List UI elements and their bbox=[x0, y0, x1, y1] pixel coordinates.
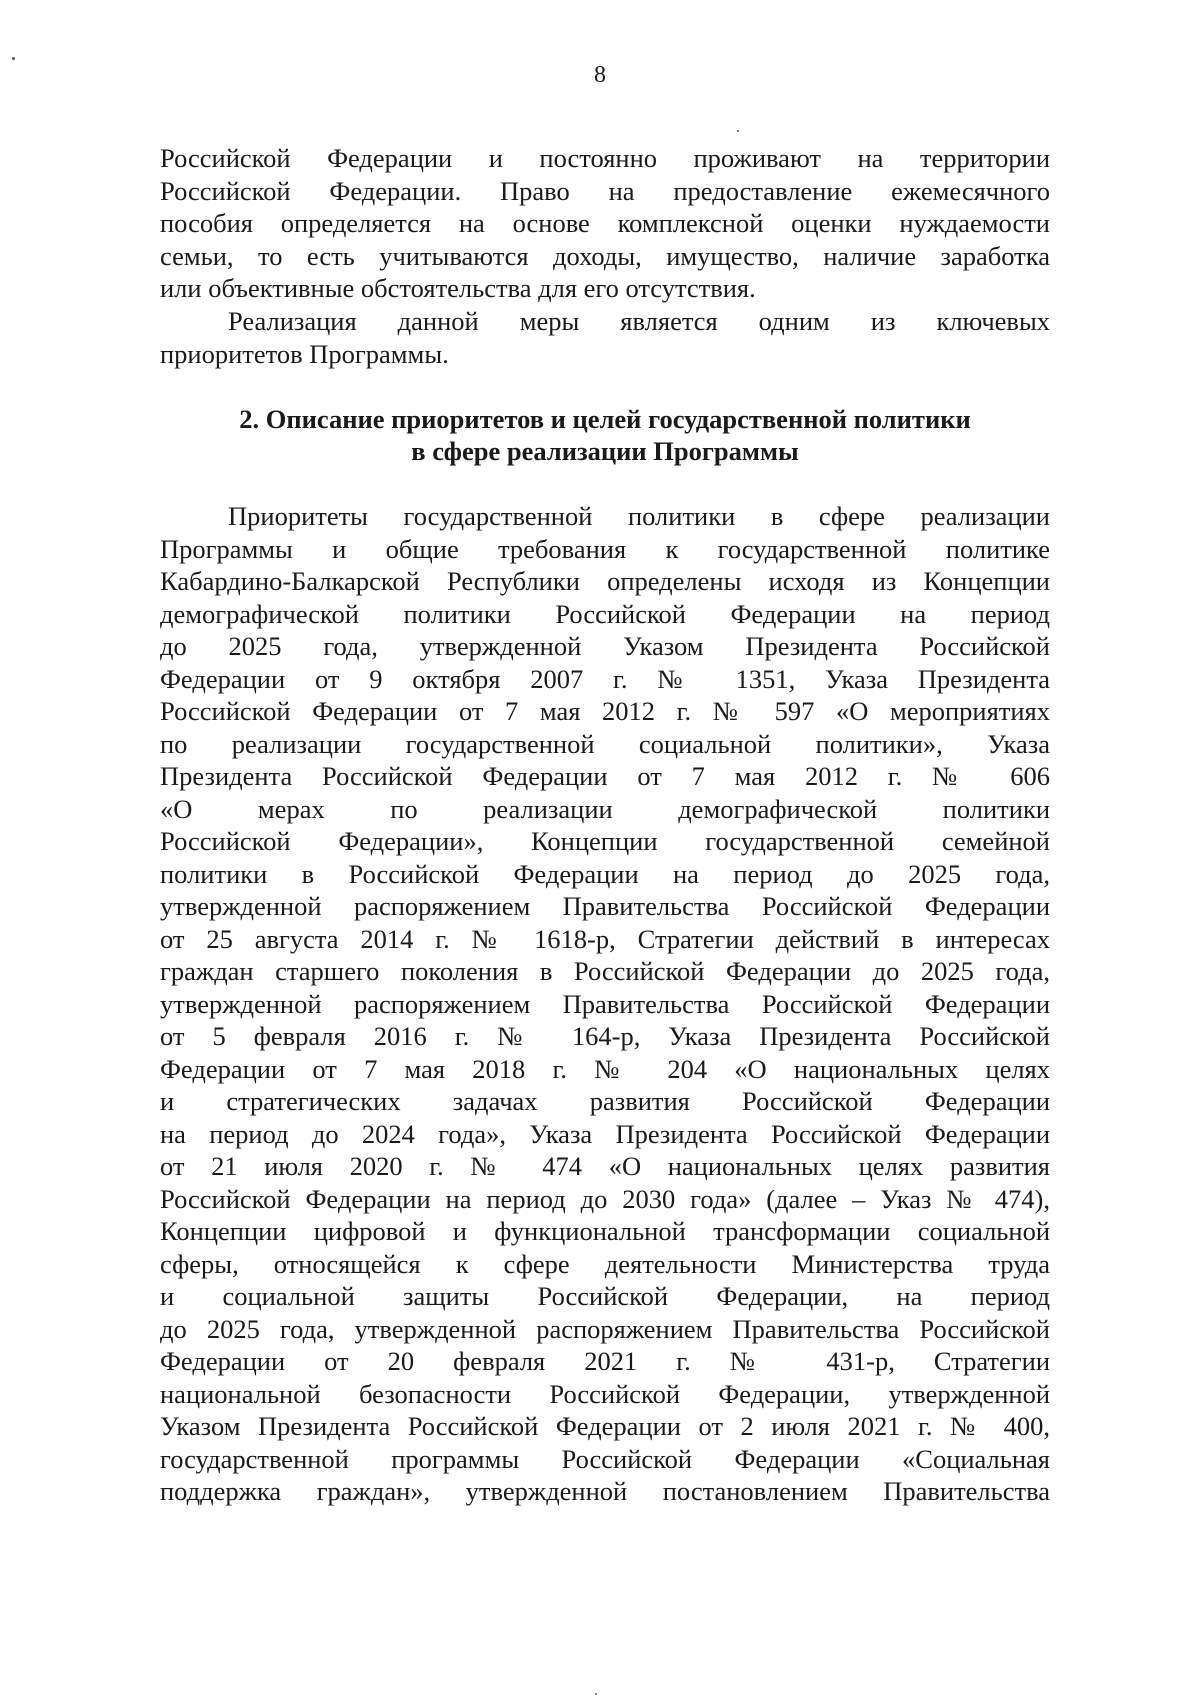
page-number: 8 bbox=[594, 62, 606, 88]
text-line: государственной программы Российской Федерации «Социальная bbox=[160, 1443, 1050, 1474]
body-paragraph bbox=[160, 500, 1050, 1508]
text-line: на период до 2024 года», Указа Президента Российской Федерации bbox=[160, 1118, 1050, 1149]
text-line: поддержка граждан», утвержденной постановлением Правительства bbox=[160, 1476, 1050, 1506]
text-line: до 2025 года, утвержденной распоряжением Правительства Российской bbox=[160, 1313, 1050, 1344]
intro-paragraph bbox=[160, 142, 1050, 305]
section-heading-line: 2. Описание приоритетов и целей государственной политики bbox=[239, 404, 971, 434]
text-line: семьи, то есть учитываются доходы, имущество, наличие заработка bbox=[160, 240, 1050, 271]
text-line: Реализация данной меры является одним из ключевых bbox=[228, 306, 1050, 336]
text-line: Федерации от 7 мая 2018 г. № 204 «О национальных целях bbox=[160, 1053, 1050, 1084]
text-line: от 21 июля 2020 г. № 474 «О национальных целях развития bbox=[160, 1151, 1050, 1181]
text-line: сферы, относящейся к сфере деятельности Министерства труда bbox=[160, 1248, 1050, 1279]
text-line: Российской Федерации. Право на предоставление ежемесячного bbox=[160, 175, 1050, 206]
text-line: и социальной защиты Российской Федерации, на период bbox=[160, 1281, 1050, 1311]
text-line: демографической политики Российской Федерации на период bbox=[160, 598, 1050, 629]
section-heading bbox=[160, 403, 1050, 467]
text-line: от 25 августа 2014 г. № 1618-р, Стратегии действий в интересах bbox=[160, 923, 1050, 954]
text-line: и стратегических задачах развития Российской Федерации bbox=[160, 1086, 1050, 1116]
text-line: Российской Федерации от 7 мая 2012 г. № 597 «О мероприятиях bbox=[160, 696, 1050, 726]
text-line: Программы и общие требования к государственной политике bbox=[160, 533, 1050, 564]
text-line: национальной безопасности Российской Федерации, утвержденной bbox=[160, 1378, 1050, 1409]
text-line: или объективные обстоятельства для его отсутствия. bbox=[160, 273, 756, 303]
text-line: граждан старшего поколения в Российской Федерации до 2025 года, bbox=[160, 956, 1050, 986]
text-line: политики в Российской Федерации на период до 2025 года, bbox=[160, 858, 1050, 889]
text-line: Указом Президента Российской Федерации от 2 июля 2021 г. № 400, bbox=[160, 1411, 1050, 1441]
text-line: Российской Федерации на период до 2030 года» (далее – Указ № 474), bbox=[160, 1183, 1050, 1214]
text-line: Президента Российской Федерации от 7 мая 2012 г. № 606 bbox=[160, 761, 1050, 791]
text-line: Концепции цифровой и функциональной трансформации социальной bbox=[160, 1216, 1050, 1246]
text-line: «О мерах по реализации демографической политики bbox=[160, 793, 1050, 824]
text-line: Российской Федерации и постоянно проживают на территории bbox=[160, 143, 1050, 173]
text-line: утвержденной распоряжением Правительства Российской Федерации bbox=[160, 891, 1050, 921]
text-line: Приоритеты государственной политики в сфере реализации bbox=[228, 501, 1050, 531]
text-line: пособия определяется на основе комплексной оценки нуждаемости bbox=[160, 208, 1050, 238]
text-line: утвержденной распоряжением Правительства Российской Федерации bbox=[160, 988, 1050, 1019]
scan-speck bbox=[595, 1693, 597, 1695]
priority-paragraph bbox=[160, 305, 1050, 370]
text-line: Федерации от 9 октября 2007 г. № 1351, Указа Президента bbox=[160, 663, 1050, 694]
text-line: приоритетов Программы. bbox=[160, 338, 449, 369]
text-line: по реализации государственной социальной политики», Указа bbox=[160, 728, 1050, 759]
section-heading-line: в сфере реализации Программы bbox=[411, 436, 799, 466]
text-line: Российской Федерации», Концепции государственной семейной bbox=[160, 826, 1050, 856]
text-line: до 2025 года, утвержденной Указом Президента Российской bbox=[160, 631, 1050, 661]
scan-speck bbox=[12, 57, 15, 60]
scan-speck bbox=[737, 130, 739, 132]
text-line: от 5 февраля 2016 г. № 164-р, Указа Президента Российской bbox=[160, 1021, 1050, 1051]
text-line: Кабардино-Балкарской Республики определены исходя из Концепции bbox=[160, 566, 1050, 596]
text-line: Федерации от 20 февраля 2021 г. № 431-р, Стратегии bbox=[160, 1346, 1050, 1376]
